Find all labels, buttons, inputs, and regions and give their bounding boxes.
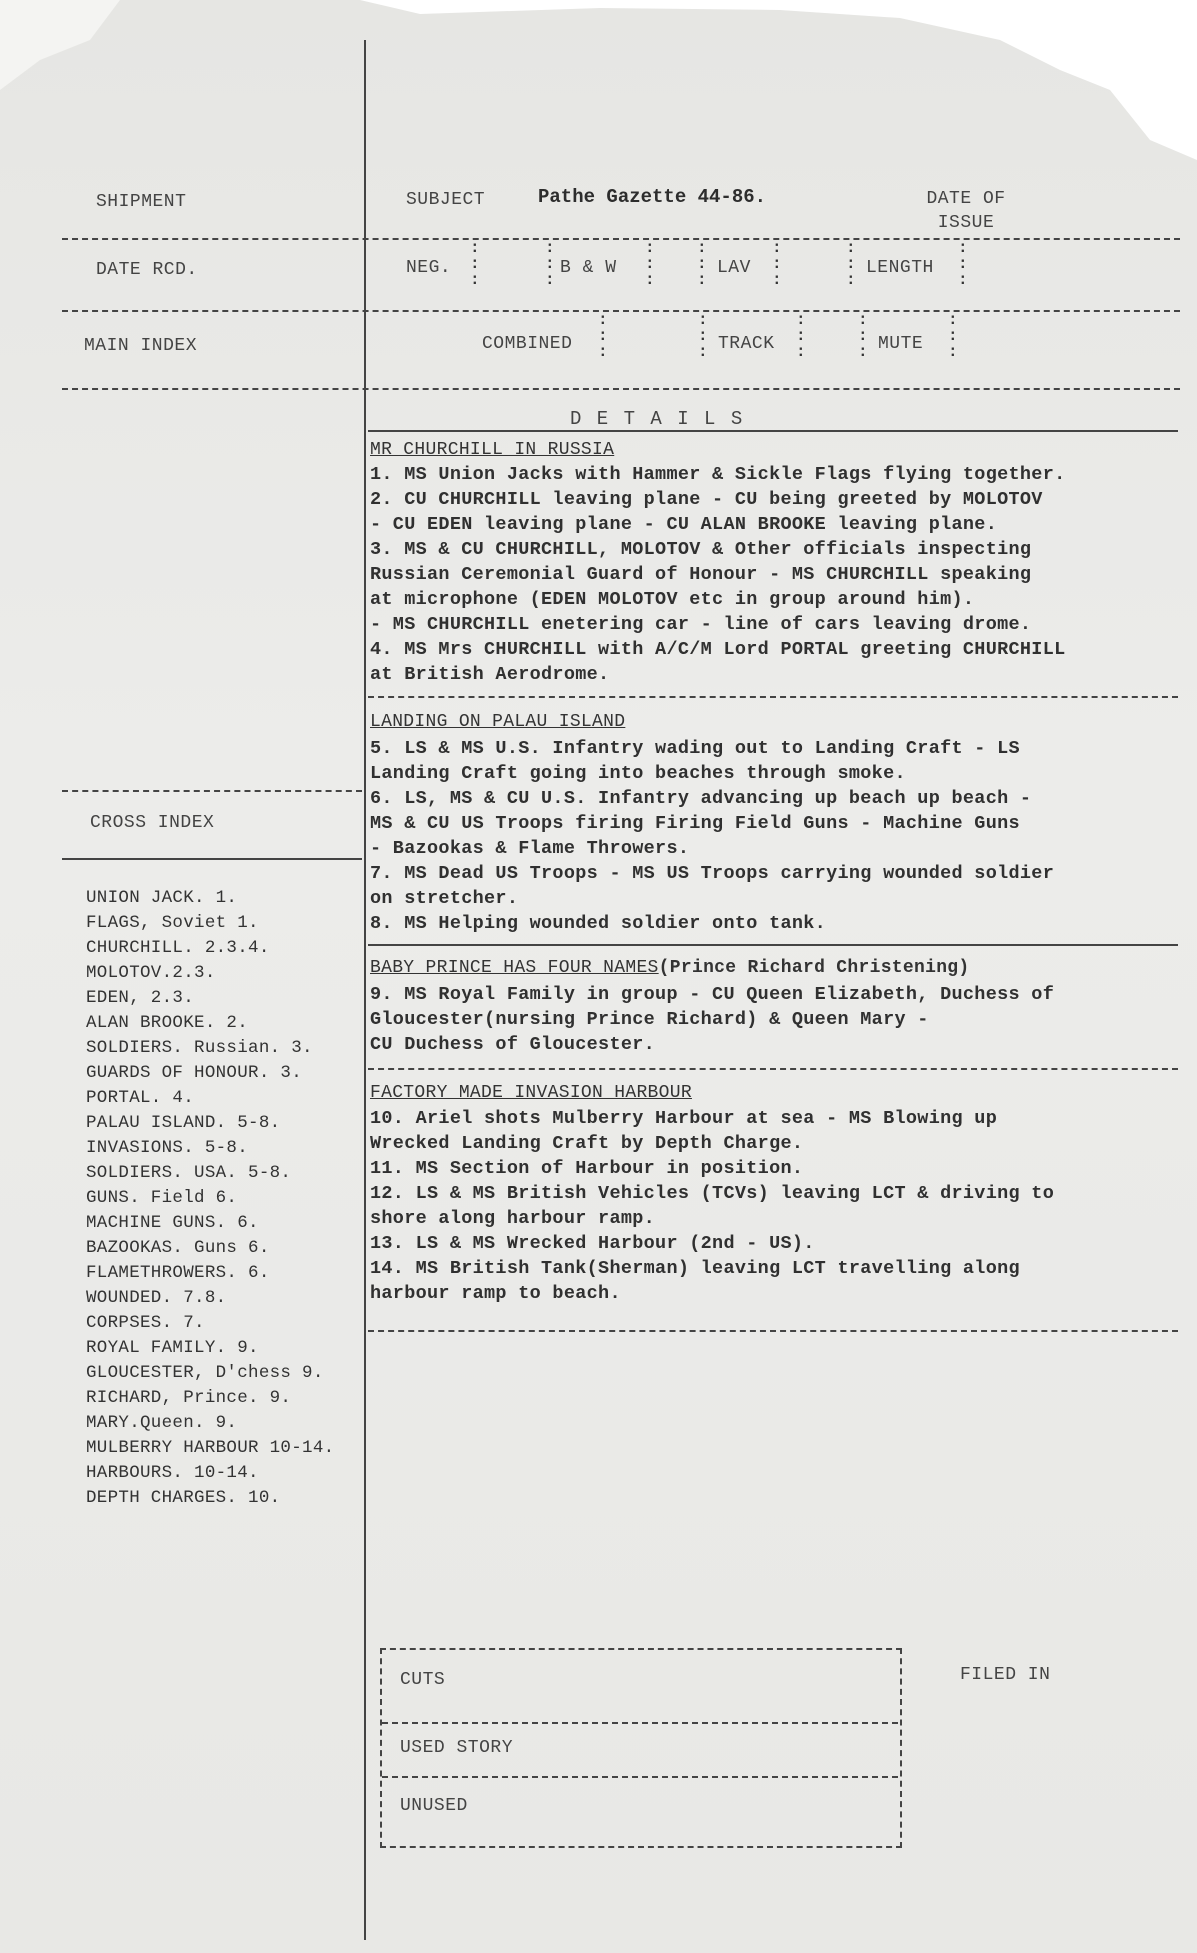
section-rule [368, 944, 1178, 946]
field-divider: : : : [772, 239, 782, 289]
section-rule [368, 1068, 1178, 1070]
section-rule [368, 430, 1178, 432]
track-label: TRACK [718, 334, 775, 354]
field-divider: : : : [796, 311, 806, 361]
detail-line: 11. MS Section of Harbour in position. [370, 1158, 804, 1179]
detail-line: 8. MS Helping wounded soldier onto tank. [370, 913, 827, 934]
cross-index-entry: INVASIONS. 5-8. [86, 1138, 249, 1158]
field-divider: : : : [470, 239, 480, 289]
field-divider: : : : [698, 311, 708, 361]
detail-line: 7. MS Dead US Troops - MS US Troops carrying wounded soldier [370, 863, 1055, 884]
subject-label: SUBJECT [406, 190, 486, 210]
combined-label: COMBINED [482, 334, 573, 354]
cross-index-entry: SOLDIERS. Russian. 3. [86, 1038, 313, 1058]
date-rcd-label: DATE RCD. [96, 260, 198, 280]
cross-index-rule-top [62, 790, 362, 792]
cross-index-entry: HARBOURS. 10-14. [86, 1463, 259, 1483]
cross-index-entry: MOLOTOV.2.3. [86, 963, 216, 983]
detail-line: on stretcher. [370, 888, 519, 909]
detail-line: 10. Ariel shots Mulberry Harbour at sea - MS Blowing up [370, 1108, 998, 1129]
detail-line: 5. LS & MS U.S. Infantry wading out to Landing Craft - LS [370, 738, 1020, 759]
cross-index-entry: GUNS. Field 6. [86, 1188, 238, 1208]
unused-label: UNUSED [400, 1796, 468, 1816]
subject-value: Pathe Gazette 44-86. [538, 186, 767, 208]
detail-line: at British Aerodrome. [370, 664, 610, 685]
detail-line: Gloucester(nursing Prince Richard) & Queen Mary - [370, 1009, 929, 1030]
cross-index-entry: WOUNDED. 7.8. [86, 1288, 227, 1308]
cross-index-entry: SOLDIERS. USA. 5-8. [86, 1163, 292, 1183]
footer-rule [382, 1776, 898, 1778]
cross-index-entry: EDEN, 2.3. [86, 988, 195, 1008]
detail-line: MS & CU US Troops firing Firing Field Guns - Machine Guns [370, 813, 1020, 834]
footer-rule [382, 1722, 898, 1724]
cross-index-rule-bottom [62, 858, 362, 860]
header-rule-3 [62, 388, 1180, 390]
header-rule-1 [62, 238, 1180, 240]
cross-index-entry: MACHINE GUNS. 6. [86, 1213, 259, 1233]
detail-line: 1. MS Union Jacks with Hammer & Sickle Flags flying together. [370, 464, 1066, 485]
cross-index-entry: CORPSES. 7. [86, 1313, 205, 1333]
detail-line: - MS CHURCHILL enetering car - line of cars leaving drome. [370, 614, 1032, 635]
detail-line: at microphone (EDEN MOLOTOV etc in group around him). [370, 589, 975, 610]
field-divider: : : : [598, 311, 608, 361]
cross-index-entry: UNION JACK. 1. [86, 888, 238, 908]
section-title-palau: LANDING ON PALAU ISLAND [370, 712, 626, 732]
field-divider: : : : [697, 239, 707, 289]
used-story-label: USED STORY [400, 1738, 514, 1758]
cross-index-label: CROSS INDEX [90, 813, 215, 833]
detail-line: Wrecked Landing Craft by Depth Charge. [370, 1133, 804, 1154]
cross-index-entry: ROYAL FAMILY. 9. [86, 1338, 259, 1358]
neg-label: NEG. [406, 258, 452, 278]
mute-label: MUTE [878, 334, 924, 354]
detail-line: 6. LS, MS & CU U.S. Infantry advancing up beach up beach - [370, 788, 1032, 809]
field-divider: : : : [948, 311, 958, 361]
header-rule-2 [62, 310, 1180, 312]
field-divider: : : : [645, 239, 655, 289]
details-heading: D E T A I L S [570, 408, 745, 430]
detail-line: 9. MS Royal Family in group - CU Queen Elizabeth, Duchess of [370, 984, 1055, 1005]
section-title-harbour: FACTORY MADE INVASION HARBOUR [370, 1083, 692, 1103]
detail-line: 4. MS Mrs CHURCHILL with A/C/M Lord PORTAL greeting CHURCHILL [370, 639, 1066, 660]
cross-index-entry: PALAU ISLAND. 5-8. [86, 1113, 281, 1133]
section-rule [368, 696, 1178, 698]
column-divider [364, 40, 366, 1940]
detail-line: - CU EDEN leaving plane - CU ALAN BROOKE leaving plane. [370, 514, 998, 535]
lav-label: LAV [717, 258, 751, 278]
cross-index-entry: CHURCHILL. 2.3.4. [86, 938, 270, 958]
detail-line: 13. LS & MS Wrecked Harbour (2nd - US). [370, 1233, 815, 1254]
cuts-label: CUTS [400, 1670, 446, 1690]
section-title-text: BABY PRINCE HAS FOUR NAMES [370, 958, 659, 978]
detail-line: shore along harbour ramp. [370, 1208, 656, 1229]
cross-index-entry: MULBERRY HARBOUR 10-14. [86, 1438, 335, 1458]
cross-index-entry: GUARDS OF HONOUR. 3. [86, 1063, 303, 1083]
cross-index-entry: GLOUCESTER, D'chess 9. [86, 1363, 324, 1383]
cross-index-entry: MARY.Queen. 9. [86, 1413, 238, 1433]
section-title-baby-prince [370, 958, 970, 978]
field-divider: : : : [858, 311, 868, 361]
section-rule [368, 1330, 1178, 1332]
field-divider: : : : [846, 239, 856, 289]
cross-index-entry: ALAN BROOKE. 2. [86, 1013, 249, 1033]
bw-label: B & W [560, 258, 617, 278]
filed-in-label: FILED IN [960, 1665, 1051, 1685]
main-index-label: MAIN INDEX [84, 336, 198, 356]
date-of-issue-label: DATE OF ISSUE [926, 189, 1006, 233]
detail-line: - Bazookas & Flame Throwers. [370, 838, 690, 859]
detail-line: 14. MS British Tank(Sherman) leaving LCT travelling along [370, 1258, 1020, 1279]
detail-line: 12. LS & MS British Vehicles (TCVs) leaving LCT & driving to [370, 1183, 1055, 1204]
detail-line: Russian Ceremonial Guard of Honour - MS CHURCHILL speaking [370, 564, 1032, 585]
cross-index-entry: FLAMETHROWERS. 6. [86, 1263, 270, 1283]
detail-line: 2. CU CHURCHILL leaving plane - CU being greeted by MOLOTOV [370, 489, 1043, 510]
section-title-suffix: (Prince Richard Christening) [658, 958, 970, 978]
torn-edge-shading [0, 0, 1197, 160]
field-divider: : : : [958, 239, 968, 289]
cross-index-entry: RICHARD, Prince. 9. [86, 1388, 292, 1408]
section-title-churchill: MR CHURCHILL IN RUSSIA [370, 440, 615, 460]
field-divider: : : : [545, 239, 555, 289]
detail-line: 3. MS & CU CHURCHILL, MOLOTOV & Other officials inspecting [370, 539, 1032, 560]
cross-index-entry: BAZOOKAS. Guns 6. [86, 1238, 270, 1258]
cross-index-entry: PORTAL. 4. [86, 1088, 195, 1108]
length-label: LENGTH [866, 258, 934, 278]
detail-line: harbour ramp to beach. [370, 1283, 621, 1304]
cross-index-entry: DEPTH CHARGES. 10. [86, 1488, 281, 1508]
detail-line: Landing Craft going into beaches through smoke. [370, 763, 906, 784]
cross-index-entry: FLAGS, Soviet 1. [86, 913, 259, 933]
detail-line: CU Duchess of Gloucester. [370, 1034, 656, 1055]
shipment-label: SHIPMENT [96, 192, 187, 212]
